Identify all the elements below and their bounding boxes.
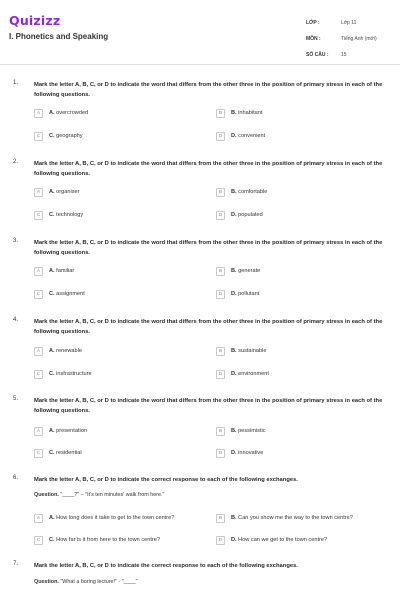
option-text: residential [56,450,82,456]
option-box: C [34,211,43,220]
option-text: insfrastructure [56,371,92,377]
header-divider [0,64,400,65]
option-text: How can we get to the town centre? [238,537,328,543]
question-number: 4. [13,317,19,323]
option-text: organiser [56,189,80,195]
option-c[interactable]: C C. geography [34,131,83,141]
quizizz-logo: Quizizz [9,13,61,28]
question-number: 3. [13,238,19,244]
option-box: B [216,514,225,523]
option-box: A [34,514,43,523]
option-text: overcrowded [56,110,89,116]
option-text: renewable [56,348,82,354]
question-text: Mark the letter A, B, C, or D to indicate the word that differs from the other three in the position of primary stress in each of the following questions. [34,161,383,177]
option-box: D [216,132,225,141]
option-text: geography [56,133,83,139]
option-text: presentation [56,428,87,434]
option-box: C [34,536,43,545]
option-a[interactable]: A A. organiser [34,187,79,197]
option-d[interactable]: D D. convenient [216,131,265,141]
meta-value: 15 [341,52,347,58]
option-text: environment [238,371,269,377]
option-box: A [34,267,43,276]
option-text: comfortable [238,189,268,195]
question-prompt: Question. "What a boring lecture!" - "____" [34,579,138,585]
meta-info [306,15,396,63]
option-b[interactable]: B B. generate [216,266,260,276]
option-box: D [216,536,225,545]
question-text: Mark the letter A, B, C, or D to indicate the correct response to each of the following exchanges. [34,563,298,569]
option-c[interactable]: C C. insfrastructure [34,369,92,379]
option-box: D [216,290,225,299]
meta-value: Tiếng Anh (mới) [341,36,377,42]
question-prompt: Question. "____?" – "It's ten minutes' walk from here." [34,492,165,498]
option-text: pessimistic [238,428,266,434]
option-box: A [34,109,43,118]
option-text: familiar [56,268,75,274]
question-number: 5. [13,396,19,402]
option-box: B [216,427,225,436]
option-box: B [216,188,225,197]
question-number: 7. [13,561,19,567]
question-number: 1. [13,80,19,86]
option-text: How far is it from here to the town centre? [56,537,160,543]
meta-row-class [306,15,396,31]
option-box: D [216,370,225,379]
option-c[interactable]: C C. residential [34,448,82,458]
question-number: 6. [13,475,19,481]
option-d[interactable]: D D. pollutant [216,289,259,299]
option-text: inhabitant [238,110,263,116]
option-text: Can you show me the way to the town centre? [238,515,353,521]
option-box: A [34,427,43,436]
document-title: I. Phonetics and Speaking [9,32,109,41]
option-a[interactable]: A A. overcrowded [34,108,88,118]
option-box: C [34,132,43,141]
option-text: innovative [238,450,264,456]
option-box: B [216,347,225,356]
option-box: B [216,109,225,118]
option-text: sustainable [238,348,267,354]
option-box: D [216,211,225,220]
page-header [0,0,400,64]
option-d[interactable]: D D. How can we get to the town centre? [216,535,327,545]
option-text: assignment [56,291,85,297]
meta-label: LỚP : [306,20,320,26]
question-text: Mark the letter A, B, C, or D to indicate the word that differs from the other three in the position of primary stress in each of the following questions. [34,240,383,256]
meta-label: SỐ CÂU : [306,52,329,58]
option-text: convenient [238,133,266,139]
option-a[interactable]: A A. familiar [34,266,74,276]
option-b[interactable]: B B. sustainable [216,346,266,356]
option-box: B [216,267,225,276]
question-text: Mark the letter A, B, C, or D to indicate the correct response to each of the following exchanges. [34,477,298,483]
option-text: pollutant [238,291,260,297]
question-number: 2. [13,159,19,165]
option-d[interactable]: D D. populated [216,210,263,220]
option-b[interactable]: B B. comfortable [216,187,267,197]
meta-label: MÔN : [306,36,321,42]
option-box: D [216,449,225,458]
option-box: A [34,188,43,197]
option-b[interactable]: B B. Can you show me the way to the town centre? [216,513,353,523]
option-c[interactable]: C C. technology [34,210,83,220]
option-box: C [34,449,43,458]
option-box: A [34,347,43,356]
meta-value: Lớp 11 [341,20,357,26]
option-a[interactable]: A A. presentation [34,426,87,436]
option-d[interactable]: D D. innovative [216,448,263,458]
option-b[interactable]: B B. inhabitant [216,108,262,118]
option-text: technology [56,212,84,218]
option-b[interactable]: B B. pessimistic [216,426,266,436]
option-d[interactable]: D D. environment [216,369,269,379]
option-a[interactable]: A A. How long does it take to get to the town centre? [34,513,174,523]
meta-row-count [306,47,396,63]
option-a[interactable]: A A. renewable [34,346,82,356]
option-text: How long does it take to get to the town centre? [56,515,175,521]
option-box: C [34,370,43,379]
option-c[interactable]: C C. How far is it from here to the town centre? [34,535,160,545]
question-text: Mark the letter A, B, C, or D to indicate the word that differs from the other three in the position of primary stress in each of the following questions. [34,82,383,98]
option-c[interactable]: C C. assignment [34,289,85,299]
option-text: generate [238,268,261,274]
question-text: Mark the letter A, B, C, or D to indicate the word that differs from the other three in the position of primary stress in each of the following questions. [34,319,383,335]
option-text: populated [238,212,263,218]
meta-row-subject [306,31,396,47]
option-box: C [34,290,43,299]
question-text: Mark the letter A, B, C, or D to indicate the word that differs from the other three in the position of primary stress in each of the following questions. [34,398,383,414]
